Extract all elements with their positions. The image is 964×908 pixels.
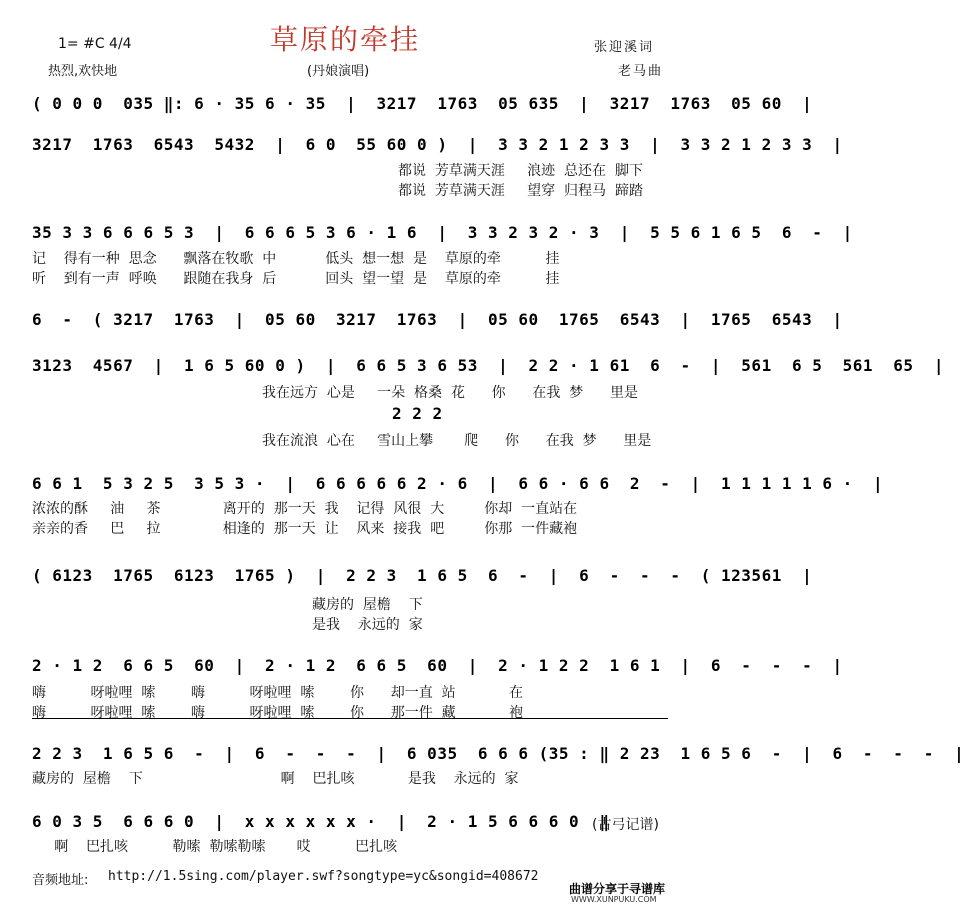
lyrics-row-5-alt: 我在流浪 心在 雪山上攀 爬 你 在我 梦 里是	[262, 433, 652, 449]
lyricist-credit: 张迎溪词	[594, 40, 655, 55]
lyrics-row-6-verse-1: 浓浓的酥 油 茶 离开的 那一天 我 记得 风很 大 你却 一直站在	[32, 501, 578, 517]
lyrics-row-7-verse-2: 是我 永远的 家	[312, 617, 423, 633]
notation-row-3: 35 3 3 6 6 6 5 3 | 6 6 6 5 3 6 · 1 6 | 3 3 2 3 2 · 3 | 5 5 6 1 6 5 6 - |	[32, 223, 853, 242]
transcriber-note: (古弓记谱)	[592, 817, 659, 833]
lyrics-row-10: 啊 巴扎咳 勒嗦 勒嗦勒嗦 哎 巴扎咳	[32, 839, 398, 855]
notation-row-9: 2 2 3 1 6 5 6 - | 6 - - - | 6 035 6 6 6 (35 : ‖ 2 23 1 6 5 6 - | 6 - - - |	[32, 744, 964, 763]
watermark-url: WWW.XUNPUKU.COM	[571, 895, 657, 904]
audio-label: 音频地址:	[32, 873, 89, 888]
lyrics-row-2-verse-1: 都说 芳草满天涯 浪迹 总还在 脚下	[398, 163, 643, 179]
lyrics-row-2-verse-2: 都说 芳草满天涯 望穿 归程马 蹄踏	[398, 183, 643, 199]
watermark-text: 曲谱分享于寻谱库	[569, 882, 666, 896]
lyrics-row-8-verse-2: 嗨 呀啦哩 嗦 嗨 呀啦哩 嗦 你 那一件 藏 袍	[32, 705, 524, 721]
notation-row-10: 6 0 3 5 6 6 6 0 | x x x x x x · | 2 · 1 5 6 6 6 0 ‖	[32, 812, 610, 831]
song-title: 草原的牵挂	[270, 23, 421, 56]
watermark	[557, 878, 707, 908]
notation-row-4: 6 - ( 3217 1763 | 05 60 3217 1763 | 05 60 1765 6543 | 1765 6543 |	[32, 310, 843, 329]
audio-link[interactable]: http://1.5sing.com/player.swf?songtype=yc&songid=408672	[108, 869, 539, 884]
lyrics-row-3-verse-1: 记 得有一种 思念 飘落在牧歌 中 低头 想一想 是 草原的牵 挂	[32, 251, 560, 267]
notation-row-7: ( 6123 1765 6123 1765 ) | 2 2 3 1 6 5 6 - | 6 - - - ( 123561 |	[32, 566, 813, 585]
notation-row-6: 6 6 1 5 3 2 5 3 5 3 · | 6 6 6 6 6 2 · 6 | 6 6 · 6 6 2 - | 1 1 1 1 1 6 · |	[32, 474, 884, 493]
tempo-mood: 热烈,欢快地	[48, 64, 118, 79]
lyrics-row-5: 我在远方 心是 一朵 格桑 花 你 在我 梦 里是	[262, 385, 638, 401]
key-signature: 1= #C 4/4	[58, 36, 132, 52]
lyrics-row-9: 藏房的 屋檐 下 啊 巴扎咳 是我 永远的 家	[32, 771, 519, 787]
lyrics-row-6-verse-2: 亲亲的香 巴 拉 相逢的 那一天 让 风来 接我 吧 你那 一件藏袍	[32, 521, 578, 537]
composer-credit: 老马曲	[618, 64, 664, 79]
lyrics-row-8-verse-1: 嗨 呀啦哩 嗦 嗨 呀啦哩 嗦 你 却一直 站 在	[32, 685, 524, 701]
notation-row-8: 2 · 1 2 6 6 5 60 | 2 · 1 2 6 6 5 60 | 2 · 1 2 2 1 6 1 | 6 - - - |	[32, 656, 843, 675]
volta-bracket-line	[32, 718, 668, 719]
notation-row-5-alt: 2 2 2	[392, 404, 443, 423]
singer-credit: (丹娘演唱)	[307, 64, 370, 79]
lyrics-row-7-verse-1: 藏房的 屋檐 下	[312, 597, 423, 613]
notation-row-2: 3217 1763 6543 5432 | 6 0 55 60 0 ) | 3 3 2 1 2 3 3 | 3 3 2 1 2 3 3 |	[32, 135, 843, 154]
lyrics-row-3-verse-2: 听 到有一声 呼唤 跟随在我身 后 回头 望一望 是 草原的牵 挂	[32, 271, 560, 287]
notation-row-5: 3123 4567 | 1 6 5 60 0 ) | 6 6 5 3 6 53 | 2 2 · 1 61 6 - | 561 6 5 561 65 |	[32, 356, 944, 375]
notation-row-1: ( 0 0 0 035 ‖: 6 · 35 6 · 35 | 3217 1763 05 635 | 3217 1763 05 60 |	[32, 94, 813, 113]
